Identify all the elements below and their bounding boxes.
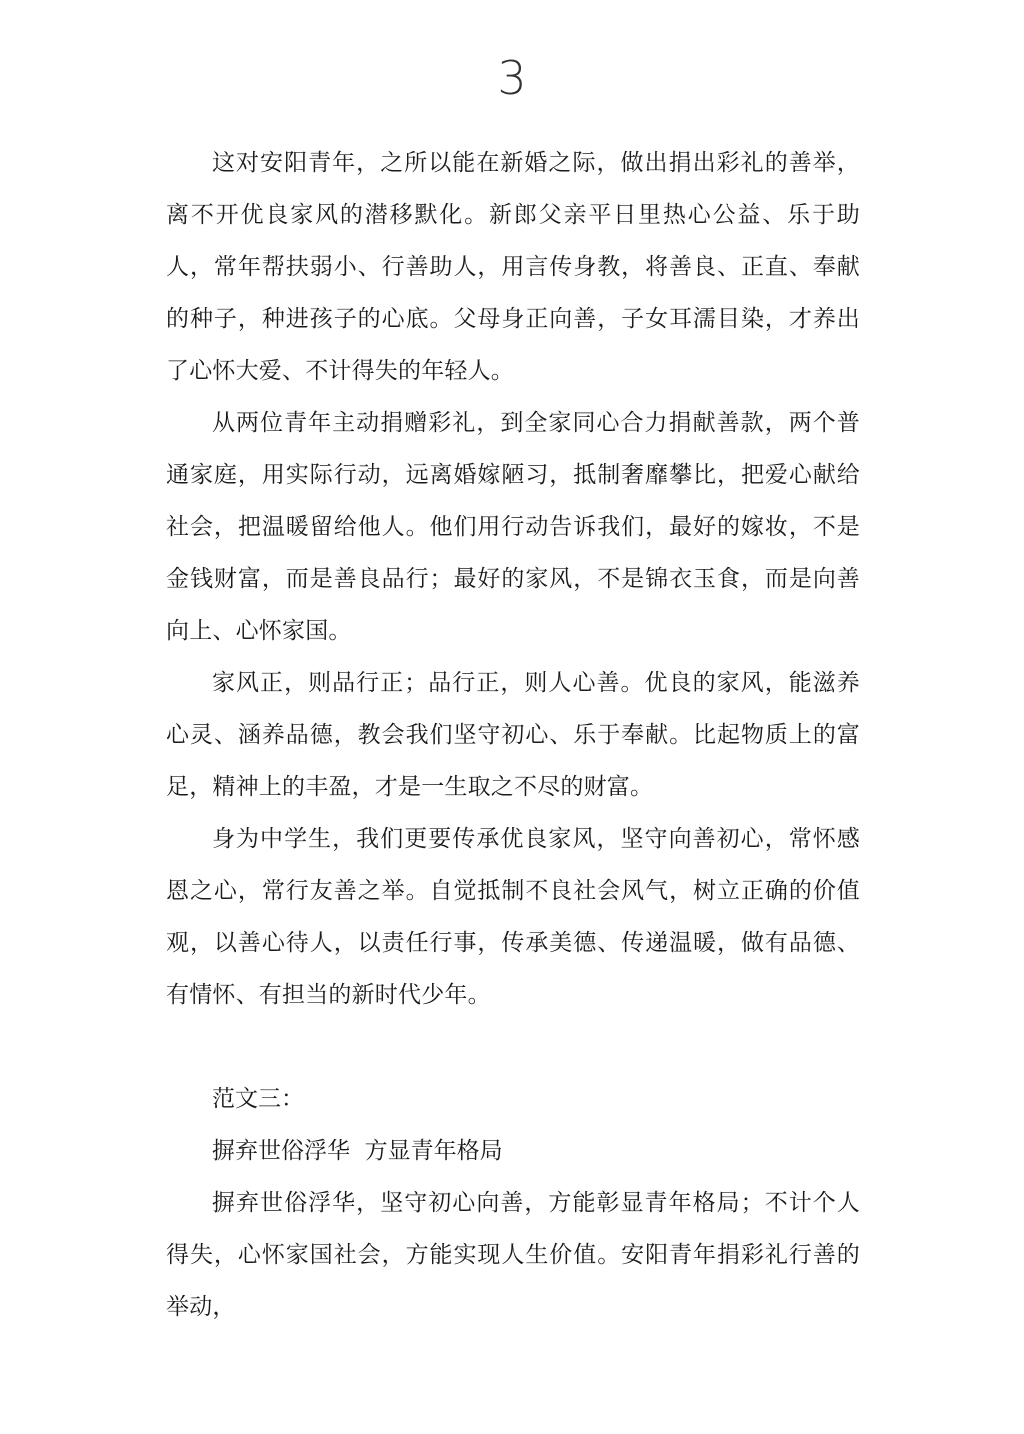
section-label: 范文三： bbox=[212, 1086, 304, 1112]
paragraph-4: 身为中学生，我们更要传承优良家风，坚守向善初心，常怀感恩之心，常行友善之举。自觉抵制不良社会风气，树立正确的价值观，以善心待人，以责任行事，传承美德、传递温暖，做有品德、有情怀、有担当的新时代少年。 bbox=[166, 826, 860, 1008]
section-title: 摒弃世俗浮华 方显青年格局 bbox=[212, 1138, 503, 1164]
page-number: 3 bbox=[497, 51, 527, 105]
paragraph-1: 这对安阳青年，之所以能在新婚之际，做出捐出彩礼的善举，离不开优良家风的潜移默化。新郎父亲平日里热心公益、乐于助人，常年帮扶弱小、行善助人，用言传身教，将善良、正直、奉献的种子，种进孩子的心底。父母身正向善，子女耳濡目染，才养出了心怀大爱、不计得失的年轻人。 bbox=[166, 150, 860, 384]
section-intro-paragraph: 摒弃世俗浮华，坚守初心向善，方能彰显青年格局；不计个人得失，心怀家国社会，方能实现人生价值。安阳青年捐彩礼行善的举动， bbox=[166, 1190, 860, 1320]
paragraph-2: 从两位青年主动捐赠彩礼，到全家同心合力捐献善款，两个普通家庭，用实际行动，远离婚嫁陋习，抵制奢靡攀比，把爱心献给社会，把温暖留给他人。他们用行动告诉我们，最好的嫁妆，不是金钱财富，而是善良品行；最好的家风，不是锦衣玉食，而是向善向上、心怀家国。 bbox=[166, 410, 860, 644]
document-body bbox=[166, 137, 860, 1333]
section-spacer bbox=[166, 1021, 860, 1073]
paragraph-3: 家风正，则品行正；品行正，则人心善。优良的家风，能滋养心灵、涵养品德，教会我们坚守初心、乐于奉献。比起物质上的富足，精神上的丰盈，才是一生取之不尽的财富。 bbox=[166, 670, 860, 800]
